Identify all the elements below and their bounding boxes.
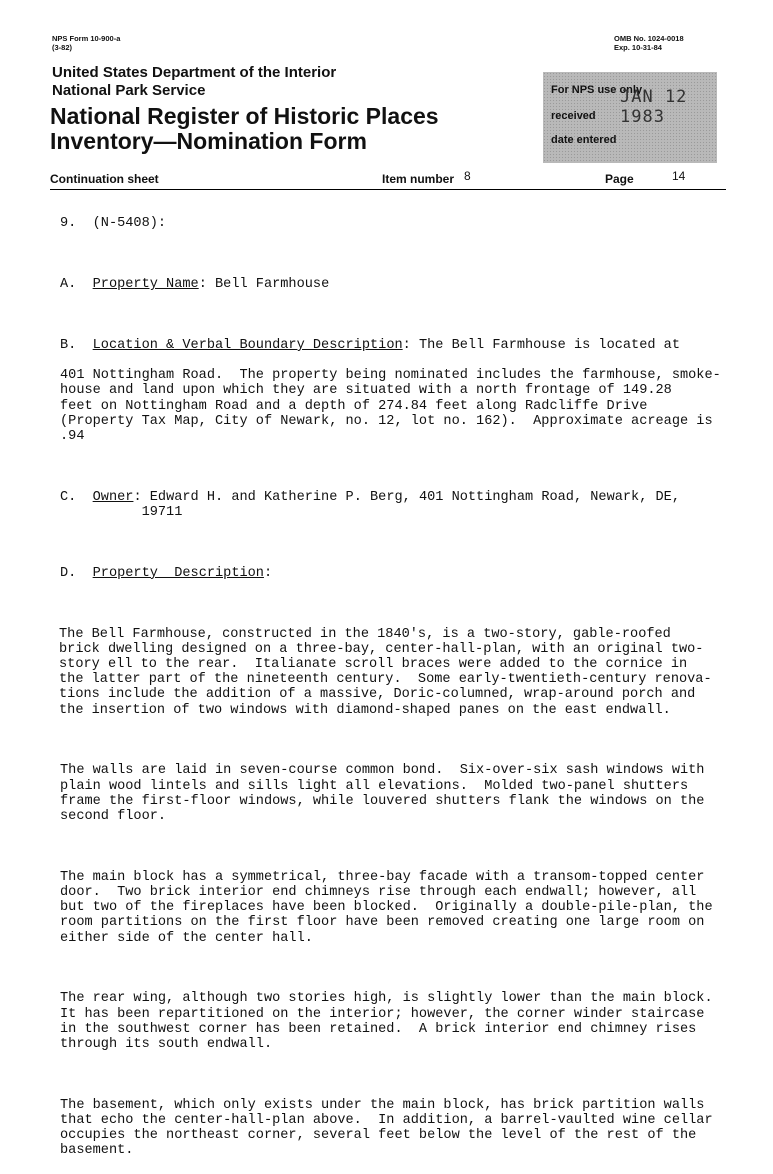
location-description: 401 Nottingham Road. The property being nominated includes the farmhouse, smoke- house and land upon which they are situated with a north frontage of 149.28 feet on Nottingham Road and a depth of 274.84 feet along Radcliffe Drive (Property Tax Map, City of Newark, no. 12, lot no. 162). Approximate acreage is .94 (60, 368, 721, 445)
omb-info (614, 34, 684, 52)
location-boundary-line (60, 338, 730, 353)
owner-label: Owner (92, 489, 134, 505)
form-number (52, 34, 120, 52)
form-number-text: NPS Form 10-900-a (52, 34, 121, 43)
received-date-stamp: JAN 12 1983 (620, 87, 688, 127)
item-number-label: Item number (382, 172, 455, 186)
nomination-body (60, 201, 730, 1174)
description-paragraph-2: The walls are laid in seven-course common bond. Six-over-six sash windows with plain wood lintels and sills light all elevations. Molded two-panel shutters frame the first-floor windows, while louvered shutters flank the windows on the second floor. (60, 763, 705, 825)
location-prefix: B. (60, 337, 93, 353)
page-label: Page (605, 172, 634, 186)
form-revision-text: (3-82) (52, 43, 73, 52)
property-name-value: : Bell Farmhouse (198, 277, 330, 292)
continuation-sheet-label: Continuation sheet (50, 172, 159, 186)
agency-header (52, 64, 336, 100)
omb-expiration-text: Exp. 10-31-84 (614, 43, 662, 52)
description-colon: : (263, 565, 273, 581)
page-number-value: 14 (672, 169, 686, 183)
form-title (50, 104, 439, 154)
description-prefix: D. (60, 565, 93, 581)
received-label: received (551, 110, 596, 122)
nps-use-only-box (543, 72, 717, 163)
owner-value: : Edward H. and Katherine P. Berg, 401 Nottingham Road, Newark, DE, 19711 (133, 489, 680, 521)
description-paragraph-5: The basement, which only exists under the main block, has brick partition walls that echo the center-hall-plan above. In addition, a barrel-vaulted wine cellar occupies the northeast corner, several feet below the level of the rest of the basement. (60, 1097, 713, 1159)
location-label: Location & Verbal Boundary Description (92, 337, 403, 353)
property-name-label: Property Name (92, 277, 199, 292)
nps-use-only-label: For NPS use only (551, 84, 643, 96)
continuation-divider (50, 189, 726, 190)
property-description-heading (60, 566, 730, 581)
description-paragraph-4: The rear wing, although two stories high, is slightly lower than the main block. It has been repartitioned on the interior; however, the corner winder staircase in the southwest corner has been retained. A brick interior end chimney rises through its south endwall. (60, 991, 713, 1053)
section-heading: 9. (N-5408): (60, 216, 167, 232)
owner-line (60, 490, 730, 520)
form-title-line2: Inventory—Nomination Form (50, 128, 367, 154)
property-name-prefix: A. (60, 277, 93, 292)
owner-prefix: C. (60, 489, 93, 505)
description-paragraph-1: The Bell Farmhouse, constructed in the 1840's, is a two-story, gable-roofed brick dwelling designed on a three-bay, center-hall-plan, with an original two- story ell to the rear. Italianate scroll braces were added to the cornice in the latter part of the nineteenth century. Some early-twentieth-century renova- tions include the addition of a massive, Doric-columned, wrap-around porch and the insertion of two windows with diamond-shaped panes on the east endwall. (59, 626, 712, 718)
description-label: Property Description (92, 565, 264, 581)
service-name: National Park Service (52, 82, 206, 99)
property-name-line (60, 277, 730, 292)
date-entered-label: date entered (551, 134, 617, 146)
form-title-line1: National Register of Historic Places (50, 103, 439, 129)
omb-number-text: OMB No. 1024-0018 (614, 34, 684, 43)
description-paragraph-3: The main block has a symmetrical, three-bay facade with a transom-topped center door. Two brick interior end chimneys rise through each endwall; however, all but two of the fireplaces have been blocked. Originally a double-pile-plan, the room partitions on the first floor have been removed creating one large room on either side of the center hall. (60, 869, 713, 946)
location-first-line: : The Bell Farmhouse is located at (402, 337, 680, 353)
item-number-value: 8 (464, 169, 471, 183)
department-name: United States Department of the Interior (52, 64, 337, 81)
